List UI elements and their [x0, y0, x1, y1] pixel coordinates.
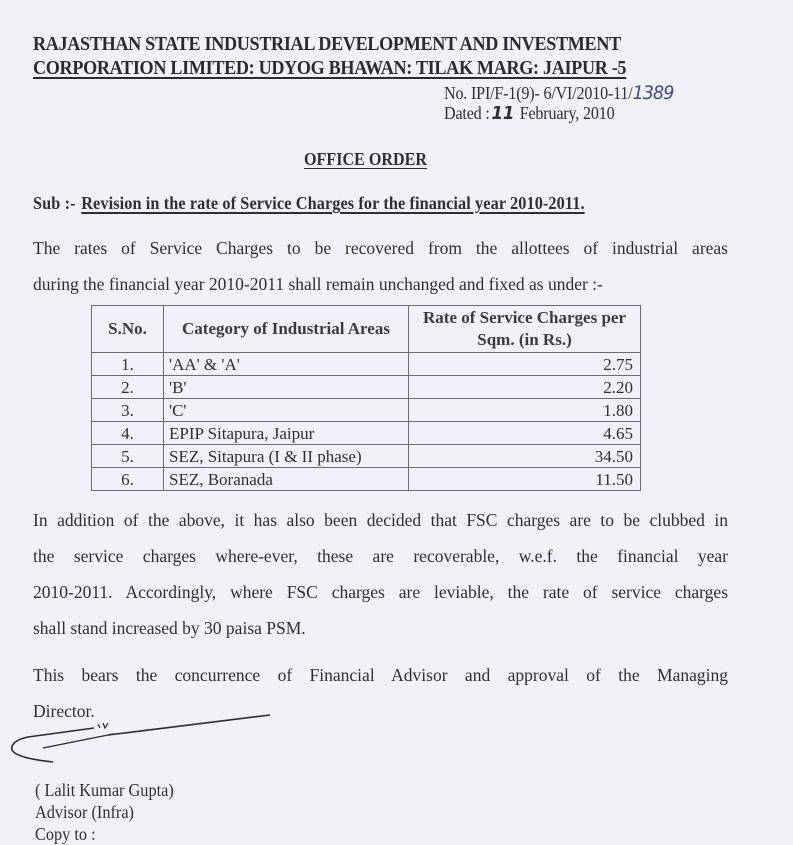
- column-header-category: Category of Industrial Areas: [164, 306, 409, 353]
- paragraph-line: 2010-2011. Accordingly, where FSC charges are leviable, the rate of service charges: [33, 582, 728, 602]
- cell-category: 'B': [164, 376, 409, 399]
- date-prefix: Dated :: [444, 103, 490, 123]
- cell-sno: 6.: [92, 468, 164, 491]
- cell-sno: 2.: [92, 376, 164, 399]
- table-row: [92, 445, 641, 468]
- subject-line: [33, 193, 585, 214]
- paragraph-line: This bears the concurrence of Financial Advisor and approval of the Managing: [33, 665, 728, 685]
- cell-category: EPIP Sitapura, Jaipur: [164, 422, 409, 445]
- organization-name-line1: RAJASTHAN STATE INDUSTRIAL DEVELOPMENT AND INVESTMENT: [33, 34, 621, 55]
- cell-category: SEZ, Sitapura (I & II phase): [164, 445, 409, 468]
- table-row: [92, 399, 641, 422]
- table-row: [92, 376, 641, 399]
- date-suffix: February, 2010: [519, 103, 615, 123]
- document-title: OFFICE ORDER: [304, 149, 427, 169]
- cell-sno: 5.: [92, 445, 164, 468]
- paragraph-line: The rates of Service Charges to be recovered from the allottees of industrial areas: [33, 238, 728, 258]
- paragraph-line: shall stand increased by 30 paisa PSM.: [33, 618, 306, 638]
- subject-label: Sub :-: [33, 193, 76, 213]
- signature-mark: [8, 712, 278, 772]
- cell-rate: 11.50: [409, 468, 641, 491]
- table-row: [92, 468, 641, 491]
- reference-prefix: No. IPI/F-1(9)- 6/VI/2010-11/: [444, 83, 633, 103]
- table-header-row: [92, 306, 641, 353]
- table-row: [92, 422, 641, 445]
- cell-category: SEZ, Boranada: [164, 468, 409, 491]
- paragraph-line: Director.: [33, 701, 95, 721]
- cell-sno: 1.: [92, 353, 164, 376]
- fsc-paragraph: [33, 502, 728, 646]
- order-date: [444, 103, 614, 124]
- handwritten-reference-number: 1389: [632, 82, 674, 104]
- service-charges-table: [91, 305, 641, 491]
- cell-rate: 1.80: [409, 399, 641, 422]
- copy-to-label: Copy to :: [35, 824, 96, 844]
- handwritten-day: 11: [491, 103, 515, 124]
- signatory-designation: Advisor (Infra): [35, 802, 134, 822]
- cell-category: 'C': [164, 399, 409, 422]
- paragraph-line: during the financial year 2010-2011 shall remain unchanged and fixed as under :-: [33, 274, 603, 294]
- intro-paragraph: [33, 230, 728, 302]
- subject-text: Revision in the rate of Service Charges for the financial year 2010-2011.: [81, 193, 585, 213]
- cell-rate: 2.75: [409, 353, 641, 376]
- cell-rate: 34.50: [409, 445, 641, 468]
- cell-sno: 4.: [92, 422, 164, 445]
- cell-rate: 4.65: [409, 422, 641, 445]
- column-header-rate: Rate of Service Charges per Sqm. (in Rs.): [409, 306, 641, 353]
- paragraph-line: the service charges where-ever, these are recoverable, w.e.f. the financial year: [33, 546, 728, 566]
- paragraph-line: In addition of the above, it has also been decided that FSC charges are to be clubbed in: [33, 510, 728, 530]
- signatory-name: ( Lalit Kumar Gupta): [35, 780, 174, 800]
- cell-sno: 3.: [92, 399, 164, 422]
- cell-category: 'AA' & 'A': [164, 353, 409, 376]
- reference-number: [444, 82, 673, 104]
- column-header-sno: S.No.: [92, 306, 164, 353]
- cell-rate: 2.20: [409, 376, 641, 399]
- organization-address-line2: CORPORATION LIMITED: UDYOG BHAWAN: TILAK MARG: JAIPUR -5: [33, 58, 627, 79]
- table-row: [92, 353, 641, 376]
